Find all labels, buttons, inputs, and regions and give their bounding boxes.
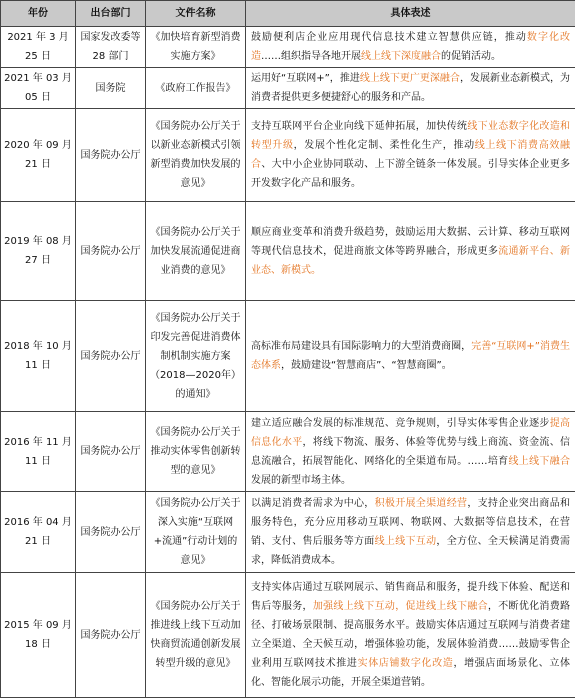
highlight-text: 线上线下深度融合 (361, 51, 441, 62)
doc-cell: 《国务院办公厅关于深入实施“互联网+流通”行动计划的意见》 (146, 492, 246, 573)
table-row (1, 412, 575, 492)
highlight-text: 线上线下融合 (508, 456, 570, 467)
table-row (1, 301, 575, 412)
highlight-text: 实体店铺数字化改造 (358, 658, 454, 669)
desc-text: ，不断优化消费路径、打破场景限制、提高服务水平。鼓励实体店通过互联网与消费者建立全渠道、全天候互动，增强体验功能，发展体验消费……鼓励零售企业利用互联网技术推进 (251, 601, 570, 669)
highlight-text: 加强线上线下互动，促进线上线下融合 (313, 601, 488, 612)
table-row (1, 109, 575, 202)
desc-text: ，将线下物流、服务、体验等优势与线上商流、资金流、信息流融合，拓展智能化、网络化的全渠道布局。……培育 (251, 437, 570, 467)
desc-text: ，支持企业突出商品和服务特色，充分应用移动互联网、物联网、大数据等信息技术，在营销、支付、售后服务等方面 (251, 498, 570, 547)
desc-text: 高标准布局建设具有国际影响力的大型消费商圈， (251, 341, 471, 352)
table-header-row (1, 1, 575, 27)
desc-text: 、大中小企业协同联动、上下游全链条一体发展。引导实体企业更多开发数字化产品和服务。 (251, 159, 570, 189)
year-cell: 2016 年 04 月 21 日 (1, 492, 76, 573)
desc-text: 以满足消费者需求为中心， (251, 498, 375, 509)
year-cell: 2021 年 3 月 25 日 (1, 27, 76, 68)
highlight-text: 线上线下消费高效融合 (251, 140, 570, 170)
year-cell: 2019 年 08 月 27 日 (1, 202, 76, 301)
highlight-text: 线上线下更广更深融合 (360, 73, 460, 84)
desc-cell (246, 202, 575, 301)
year-cell: 2018 年 10 月 11 日 (1, 301, 76, 412)
doc-cell: 《国务院办公厅关于推动实体零售创新转型的意见》 (146, 412, 246, 492)
table-row (1, 68, 575, 109)
desc-text: 建立适应融合发展的标准规范、竞争规则，引导实体零售企业逐步 (251, 418, 550, 429)
desc-text: 支持实体店通过互联网展示、销售商品和服务，提升线下体验、配送和售后等服务， (251, 582, 570, 612)
highlight-text: 线下业态数字化改造和转型升级 (251, 121, 570, 151)
doc-cell: 《国务院办公厅关于推进线上线下互动加快商贸流通创新发展转型升级的意见》 (146, 573, 246, 698)
doc-cell: 《国务院办公厅关于印发完善促进消费体制机制实施方案（2018—2020年）的通知》 (146, 301, 246, 412)
desc-cell (246, 412, 575, 492)
desc-cell (246, 27, 575, 68)
dept-cell: 国务院办公厅 (76, 412, 146, 492)
highlight-text: 提高信息化水平 (251, 418, 570, 448)
year-cell: 2015 年 09 月 18 日 (1, 573, 76, 698)
desc-text: ，发展个性化定制、柔性化生产，推动 (294, 140, 475, 151)
table-row (1, 27, 575, 68)
table-row (1, 492, 575, 573)
doc-cell: 《加快培育新型消费实施方案》 (146, 27, 246, 68)
header-desc: 具体表述 (246, 1, 575, 27)
dept-cell: 国务院办公厅 (76, 573, 146, 698)
dept-cell: 国务院 (76, 68, 146, 109)
desc-text: ……组织指导各地开展 (261, 51, 361, 62)
desc-text: 鼓励便利店企业应用现代信息技术建立智慧供应链，推动 (251, 32, 527, 43)
desc-text: 运用好“互联网+”，推进 (251, 73, 360, 84)
desc-text: 的促销活动。 (441, 51, 501, 62)
desc-cell (246, 301, 575, 412)
desc-text: 顺应商业变革和消费升级趋势，鼓励运用大数据、云计算、移动互联网等现代信息技术，促进商旅文体等跨界融合，形成更多 (251, 227, 570, 257)
highlight-text: 线上线下互动 (375, 536, 437, 547)
desc-cell (246, 573, 575, 698)
desc-cell (246, 68, 575, 109)
year-cell: 2021 年 03 月 05 日 (1, 68, 76, 109)
highlight-text: 积极开展全渠道经营 (375, 498, 468, 509)
dept-cell: 国务院办公厅 (76, 109, 146, 202)
dept-cell: 国务院办公厅 (76, 492, 146, 573)
year-cell: 2020 年 09 月 21 日 (1, 109, 76, 202)
desc-text: 支持互联网平台企业向线下延伸拓展，加快传统 (251, 121, 467, 132)
desc-text: ，发展新业态新模式，为消费者提供更多便捷舒心的服务和产品。 (251, 73, 570, 103)
desc-text: ，鼓励建设“智慧商店”、“智慧商圈”。 (281, 360, 452, 371)
doc-cell: 《国务院办公厅关于以新业态新模式引领新型消费加快发展的意见》 (146, 109, 246, 202)
table-row (1, 202, 575, 301)
desc-text: ，全方位、全天候满足消费需求，降低消费成本。 (251, 536, 570, 566)
doc-cell: 《国务院办公厅关于加快发展流通促进商业消费的意见》 (146, 202, 246, 301)
table-row (1, 573, 575, 698)
doc-cell: 《政府工作报告》 (146, 68, 246, 109)
dept-cell: 国务院办公厅 (76, 301, 146, 412)
desc-cell (246, 492, 575, 573)
dept-cell: 国家发改委等 28 部门 (76, 27, 146, 68)
header-year: 年份 (1, 1, 76, 27)
desc-text: 发展的新型市场主体。 (251, 475, 351, 486)
year-cell: 2016 年 11 月 11 日 (1, 412, 76, 492)
desc-cell (246, 109, 575, 202)
desc-text: ，增强店面场景化、立体化、智能化展示功能，开展全渠道营销。 (251, 658, 570, 688)
highlight-text: 流通新平台、新业态、新模式。 (251, 246, 570, 276)
header-dept: 出台部门 (76, 1, 146, 27)
header-doc: 文件名称 (146, 1, 246, 27)
highlight-text: 完善“互联网+”消费生态体系 (251, 341, 570, 371)
highlight-text: 数字化改造 (251, 32, 570, 62)
dept-cell: 国务院办公厅 (76, 202, 146, 301)
